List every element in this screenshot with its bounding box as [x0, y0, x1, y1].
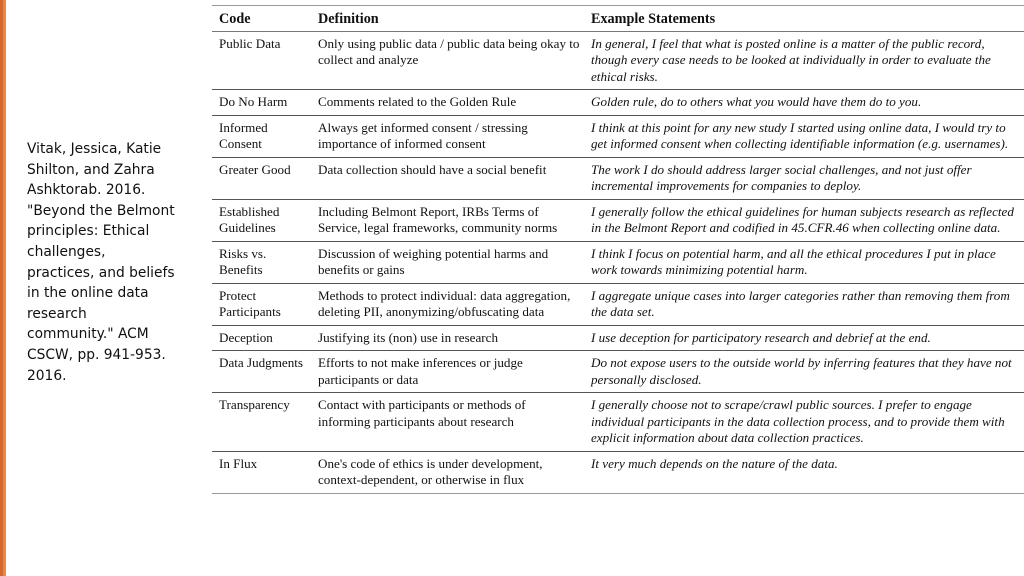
ethics-codes-table: [212, 5, 1024, 494]
cell-example: Do not expose users to the outside world by inferring features that they have not personally disclosed.: [584, 351, 1024, 393]
cell-example: Golden rule, do to others what you would have them do to you.: [584, 90, 1024, 116]
cell-code: Data Judgments: [212, 351, 311, 393]
cell-example: It very much depends on the nature of the data.: [584, 451, 1024, 493]
cell-definition: Discussion of weighing potential harms and benefits or gains: [311, 241, 584, 283]
cell-example: I think I focus on potential harm, and all the ethical procedures I put in place work towards minimizing potential harm.: [584, 241, 1024, 283]
header-definition: Definition: [311, 6, 584, 32]
accent-bar: [0, 0, 6, 576]
cell-code: Risks vs. Benefits: [212, 241, 311, 283]
cell-example: I use deception for participatory research and debrief at the end.: [584, 325, 1024, 351]
cell-code: Deception: [212, 325, 311, 351]
table-row: [212, 351, 1024, 393]
cell-definition: Justifying its (non) use in research: [311, 325, 584, 351]
cell-definition: Including Belmont Report, IRBs Terms of Service, legal frameworks, community norms: [311, 199, 584, 241]
cell-code: In Flux: [212, 451, 311, 493]
table-row: [212, 31, 1024, 90]
cell-definition: One's code of ethics is under development, context-dependent, or otherwise in flux: [311, 451, 584, 493]
header-code: Code: [212, 6, 311, 32]
cell-example: I think at this point for any new study I started using online data, I would try to get informed consent when collecting identifiable information (e.g. usernames).: [584, 115, 1024, 157]
cell-definition: Comments related to the Golden Rule: [311, 90, 584, 116]
cell-example: The work I do should address larger social challenges, and not just offer incremental improvements for companies to deploy.: [584, 157, 1024, 199]
table-row: [212, 393, 1024, 452]
cell-code: Greater Good: [212, 157, 311, 199]
cell-code: Protect Participants: [212, 283, 311, 325]
cell-definition: Efforts to not make inferences or judge participants or data: [311, 351, 584, 393]
table-row: [212, 115, 1024, 157]
cell-code: Transparency: [212, 393, 311, 452]
cell-example: I generally choose not to scrape/crawl public sources. I prefer to engage individual participants in the data collection process, and to provide them with explicit information about data collection practices.: [584, 393, 1024, 452]
cell-example: I aggregate unique cases into larger categories rather than removing them from the data set.: [584, 283, 1024, 325]
cell-definition: Methods to protect individual: data aggregation, deleting PII, anonymizing/obfuscating data: [311, 283, 584, 325]
cell-code: Do No Harm: [212, 90, 311, 116]
table-row: [212, 157, 1024, 199]
table-row: [212, 241, 1024, 283]
table-row: [212, 325, 1024, 351]
table-row: [212, 451, 1024, 493]
cell-definition: Data collection should have a social benefit: [311, 157, 584, 199]
header-example-statements: Example Statements: [584, 6, 1024, 32]
table-row: [212, 90, 1024, 116]
cell-code: Established Guidelines: [212, 199, 311, 241]
cell-definition: Only using public data / public data being okay to collect and analyze: [311, 31, 584, 90]
cell-example: In general, I feel that what is posted online is a matter of the public record, though every case needs to be looked at individually in order to evaluate the ethical risks.: [584, 31, 1024, 90]
table-row: [212, 199, 1024, 241]
cell-code: Public Data: [212, 31, 311, 90]
table-row: [212, 283, 1024, 325]
cell-definition: Contact with participants or methods of informing participants about research: [311, 393, 584, 452]
cell-code: Informed Consent: [212, 115, 311, 157]
table-header-row: [212, 6, 1024, 32]
cell-definition: Always get informed consent / stressing importance of informed consent: [311, 115, 584, 157]
citation-text: Vitak, Jessica, Katie Shilton, and Zahra Ashktorab. 2016. "Beyond the Belmont principles: Ethical challenges, practices, and beliefs in the online data research community." ACM CSCW, pp. 941-953. 2016.: [27, 141, 175, 384]
cell-example: I generally follow the ethical guidelines for human subjects research as reflected in the Belmont Report and codified in 45.CFR.46 when collecting online data.: [584, 199, 1024, 241]
